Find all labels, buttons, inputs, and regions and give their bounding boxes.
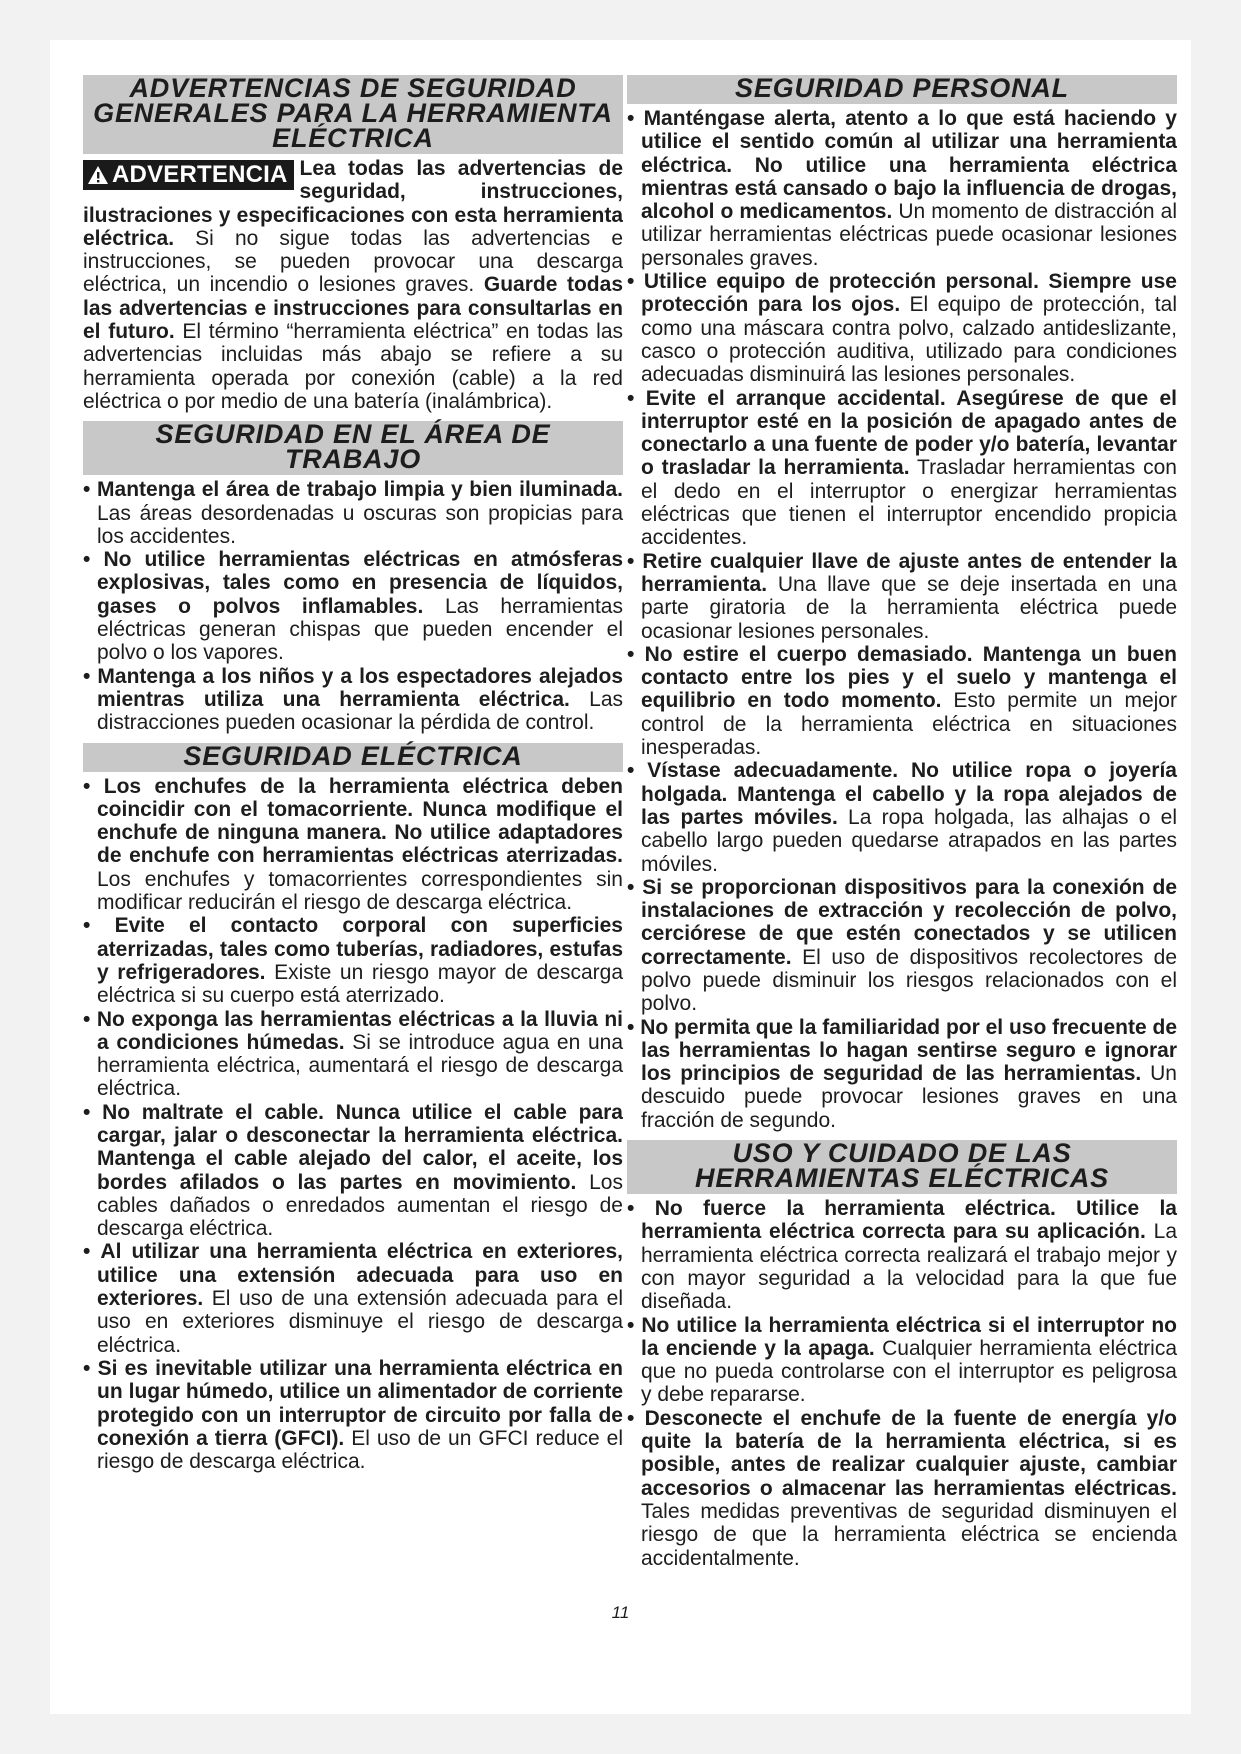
- list-item: • No fuerce la herramienta eléctrica. Utilice la herramienta eléctrica correcta para su aplicación. La herramienta eléctrica correcta realizará el trabajo mejor y con mayor seguridad a la velocidad para la que fue diseñada.: [627, 1197, 1178, 1314]
- list-item: • Manténgase alerta, atento a lo que está haciendo y utilice el sentido común al utilizar una herramienta eléctrica. No utilice una herramienta eléctrica mientras está cansado o bajo la influencia de drogas, alcohol o medicamentos. Un momento de distracción al utilizar herramientas eléctricas puede ocasionar lesiones personales graves.: [627, 107, 1177, 270]
- list-item: • Si se proporcionan dispositivos para la conexión de instalaciones de extracción y recolección de polvo, cerciórese de que estén conectados y se utilicen correctamente. El uso de dispositivos recolectores de polvo puede disminuir los riesgos relacionados con el polvo.: [627, 875, 1177, 1016]
- list-item: • No permita que la familiaridad por el uso frecuente de las herramientas lo hagan sentirse seguro e ignorar los principios de seguridad de las herramientas. Un descuido puede provocar lesiones graves en una fracción de segundo.: [627, 1015, 1177, 1132]
- work-area-heading: SEGURIDAD EN EL ÁREA DE TRABAJO: [83, 421, 623, 475]
- electrical-safety-heading: SEGURIDAD ELÉCTRICA: [83, 743, 623, 772]
- list-item: • Evite el arranque accidental. Asegúrese de que el interruptor esté en la posición de apagado antes de conectarlo a una fuente de poder y/o batería, levantar o trasladar la herramienta. Trasladar herramientas con el dedo en el interruptor o energizar herramientas eléctricas que tienen el interruptor encendido propicia accidentes.: [627, 386, 1177, 550]
- general-intro: [83, 157, 623, 413]
- warning-badge: [83, 160, 294, 190]
- list-item: • No utilice herramientas eléctricas en atmósferas explosivas, tales como en presencia de líquidos, gases o polvos inflamables. Las herramientas eléctricas generan chispas que pueden encender el polvo o los vapores.: [83, 548, 623, 665]
- warning-badge-label: ADVERTENCIA: [112, 161, 288, 188]
- list-item: • Mantenga a los niños y a los espectadores alejados mientras utiliza una herramienta eléctrica. Las distracciones pueden ocasionar la pérdida de control.: [83, 664, 624, 735]
- list-item: • No estire el cuerpo demasiado. Mantenga un buen contacto entre los pies y el suelo y mantenga el equilibrio en todo momento. Esto permite un mejor control de la herramienta eléctrica en situaciones inesperadas.: [627, 642, 1177, 760]
- warning-triangle-icon: [87, 165, 109, 185]
- list-item: • Retire cualquier llave de ajuste antes de entender la herramienta. Una llave que se deje insertada en una parte giratoria de la herramienta eléctrica puede ocasionar lesiones personales.: [627, 549, 1177, 643]
- right-column: [627, 73, 1177, 1570]
- page-number: 11: [611, 1603, 630, 1622]
- use-care-heading: USO Y CUIDADO DE LAS HERRAMIENTAS ELÉCTRICAS: [627, 1140, 1177, 1194]
- general-intro-text-1: Si no sigue todas las advertencias e instrucciones, se pueden provocar una descarga eléctrica, un incendio o lesiones graves.: [83, 226, 623, 297]
- list-item: • No utilice la herramienta eléctrica si el interruptor no la enciende y la apaga. Cualquier herramienta eléctrica que no pueda controlarse con el interruptor es peligrosa y debe repararse.: [627, 1313, 1177, 1407]
- list-item: • Evite el contacto corporal con superficies aterrizadas, tales como tuberías, radiadores, estufas y refrigeradores. Existe un riesgo mayor de descarga eléctrica si su cuerpo está aterrizado.: [83, 914, 624, 1008]
- general-intro-bold-1: Lea todas las advertencias de seguridad, instrucciones, ilustraciones y especificaciones con esta herramienta eléctrica.: [83, 157, 623, 250]
- list-item: • No maltrate el cable. Nunca utilice el cable para cargar, jalar o desconectar la herramienta eléctrica. Mantenga el cable alejado del calor, el aceite, los bordes afilados o las partes en movimiento. Los cables dañados o enredados aumentan el riesgo de descarga eléctrica.: [83, 1100, 623, 1241]
- list-item: • No exponga las herramientas eléctricas a la lluvia ni a condiciones húmedas. Si se introduce agua en una herramienta eléctrica, aumentará el riesgo de descarga eléctrica.: [83, 1007, 623, 1101]
- list-item: • Mantenga el área de trabajo limpia y bien iluminada. Las áreas desordenadas u oscuras son propicias para los accidentes.: [83, 478, 623, 548]
- list-item: • Vístase adecuadamente. No utilice ropa o joyería holgada. Mantenga el cabello y la ropa alejados de las partes móviles. La ropa holgada, las alhajas o el cabello largo pueden quedarse atrapados en las partes móviles.: [627, 759, 1177, 876]
- general-warnings-heading: ADVERTENCIAS DE SEGURIDAD GENERALES PARA LA HERRAMIENTA ELÉCTRICA: [83, 75, 623, 154]
- list-item: • Si es inevitable utilizar una herramienta eléctrica en un lugar húmedo, utilice un alimentador de corriente protegido con un interruptor de circuito por falla de conexión a tierra (GFCI). El uso de un GFCI reduce el riesgo de descarga eléctrica.: [83, 1356, 623, 1474]
- left-column: [83, 73, 623, 1473]
- personal-safety-heading: SEGURIDAD PERSONAL: [627, 75, 1177, 104]
- general-intro-bold-2: Guarde todas las advertencias e instrucciones para consultarlas en el futuro.: [83, 273, 623, 344]
- list-item: • Al utilizar una herramienta eléctrica en exteriores, utilice una extensión adecuada para uso en exteriores. El uso de una extensión adecuada para el uso en exteriores disminuye el riesgo de descarga eléctrica.: [83, 1240, 623, 1357]
- general-intro-text-2: El término “herramienta eléctrica” en todas las advertencias incluidas más abajo se refiere a su herramienta operada por conexión (cable) a la red eléctrica o por medio de una batería (inalámbrica).: [83, 320, 623, 413]
- list-item: • Los enchufes de la herramienta eléctrica deben coincidir con el tomacorriente. Nunca modifique el enchufe de ninguna manera. No utilice adaptadores de enchufe con herramientas eléctricas aterrizadas. Los enchufes y tomacorrientes correspondientes sin modificar reducirán el riesgo de descarga eléctrica.: [83, 774, 623, 915]
- list-item: • Desconecte el enchufe de la fuente de energía y/o quite la batería de la herramienta eléctrica, si es posible, antes de realizar cualquier ajuste, cambiar accesorios o almacenar las herramientas eléctricas. Tales medidas preventivas de seguridad disminuyen el riesgo de que la herramienta eléctrica se encienda accidentalmente.: [627, 1406, 1177, 1570]
- list-item: • Utilice equipo de protección personal. Siempre use protección para los ojos. El equipo de protección, tal como una máscara contra polvo, calzado antideslizante, casco o protección auditiva, utilizado para condiciones adecuadas disminuirá las lesiones personales.: [627, 270, 1177, 387]
